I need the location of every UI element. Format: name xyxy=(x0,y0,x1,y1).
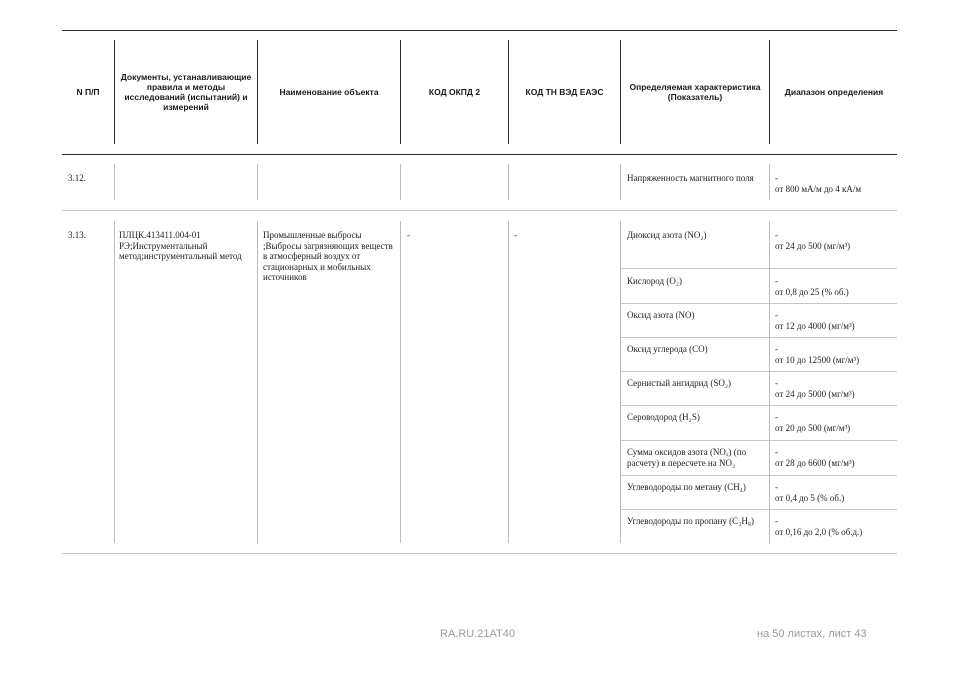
object-cell: Промышленные выбросы ;Выбросы загрязняющих веществ в атмосферный воздух от стационарных и мобильных источников xyxy=(263,230,393,282)
tnved-cell: - xyxy=(514,230,517,240)
range-value: от 28 до 6600 (мг/м³) xyxy=(775,457,855,468)
header-documents: Документы, устанавливающие правила и методы исследований (испытаний) и измерений xyxy=(120,72,252,112)
range-dash: - xyxy=(775,482,778,492)
range-dash: - xyxy=(775,230,778,240)
subrow-separator xyxy=(621,440,897,441)
row-divider xyxy=(620,164,621,200)
subrow-separator xyxy=(621,509,897,510)
range-cell xyxy=(775,230,895,251)
subrow-separator xyxy=(621,303,897,304)
row-divider xyxy=(114,221,115,543)
okpd-cell: - xyxy=(407,230,410,240)
subrow-separator xyxy=(621,371,897,372)
header-characteristic: Определяемая характеристика (Показатель) xyxy=(629,82,761,102)
characteristic-cell: Сероводород (H₂S) xyxy=(627,412,700,422)
row-number: 3.13. xyxy=(68,230,86,240)
row-divider xyxy=(400,221,401,543)
header-bottom-border xyxy=(62,154,897,155)
characteristic-cell: Углеводороды по метану (CH₄) xyxy=(627,482,746,492)
subrow-separator xyxy=(621,268,897,269)
header-divider xyxy=(257,40,258,144)
range-cell xyxy=(775,310,895,331)
range-value: от 20 до 500 (мг/м³) xyxy=(775,422,851,433)
row-divider xyxy=(620,221,621,543)
row-divider xyxy=(508,164,509,200)
characteristic-cell: Оксид углерода (CO) xyxy=(627,344,708,354)
row-divider xyxy=(114,164,115,200)
subrow-separator xyxy=(621,337,897,338)
subrow-separator xyxy=(621,475,897,476)
range-value: от 800 мА/м до 4 кА/м xyxy=(775,183,862,194)
range-value: от 10 до 12500 (мг/м³) xyxy=(775,354,860,365)
row-divider xyxy=(508,221,509,543)
header-divider xyxy=(114,40,115,144)
range-value: от 0,8 до 25 (% об.) xyxy=(775,286,849,297)
characteristic-cell: Напряженность магнитного поля xyxy=(627,173,754,183)
row-divider xyxy=(769,221,770,543)
range-cell xyxy=(775,516,895,537)
characteristic-cell: Диоксид азота (NO₂) xyxy=(627,230,707,240)
header-object: Наименование объекта xyxy=(279,87,379,97)
header-divider xyxy=(620,40,621,144)
range-dash: - xyxy=(775,344,778,354)
header-divider xyxy=(508,40,509,144)
range-cell xyxy=(775,447,895,468)
header-num: N П/П xyxy=(76,87,100,97)
footer-doc-code: RA.RU.21AT40 xyxy=(440,628,515,640)
range-dash: - xyxy=(775,276,778,286)
range-dash: - xyxy=(775,516,778,526)
range-dash: - xyxy=(775,447,778,457)
subrow-separator xyxy=(621,405,897,406)
range-value: от 12 до 4000 (мг/м³) xyxy=(775,320,855,331)
header-okpd: КОД ОКПД 2 xyxy=(428,87,481,97)
table-bottom-border xyxy=(62,553,897,554)
footer-sheet-info: на 50 листах, лист 43 xyxy=(757,628,867,640)
range-dash: - xyxy=(775,310,778,320)
row-divider xyxy=(257,221,258,543)
range-value: от 24 до 500 (мг/м³) xyxy=(775,240,851,251)
range-cell xyxy=(775,344,895,365)
range-cell xyxy=(775,276,895,297)
header-divider xyxy=(769,40,770,144)
range-value: от 24 до 5000 (мг/м³) xyxy=(775,388,855,399)
range-cell xyxy=(775,412,895,433)
range-value: от 0,4 до 5 (% об.) xyxy=(775,492,845,503)
range-cell xyxy=(775,378,895,399)
characteristic-cell: Сумма оксидов азота (NOₓ) (по расчету) в пересчете на NO₂ xyxy=(627,447,747,468)
row-number: 3.12. xyxy=(68,173,86,183)
characteristic-cell: Углеводороды по пропану (C₃H₈) xyxy=(627,516,754,526)
header-divider xyxy=(400,40,401,144)
range-cell xyxy=(775,482,895,503)
characteristic-cell: Кислород (O₂) xyxy=(627,276,683,286)
row-divider xyxy=(400,164,401,200)
range-dash: - xyxy=(775,173,778,183)
range-value: от 0,16 до 2,0 (% об.д.) xyxy=(775,526,863,537)
characteristic-cell: Оксид азота (NO) xyxy=(627,310,695,320)
table-top-border xyxy=(62,30,897,31)
characteristic-cell: Сернистый ангидрид (SO₂) xyxy=(627,378,731,388)
row-divider xyxy=(769,164,770,200)
row-separator xyxy=(62,210,897,211)
row-divider xyxy=(257,164,258,200)
range-dash: - xyxy=(775,412,778,422)
range-dash: - xyxy=(775,378,778,388)
header-range: Диапазон определения xyxy=(784,87,884,97)
header-tnved: КОД ТН ВЭД ЕАЭС xyxy=(525,87,604,97)
range-cell xyxy=(775,173,895,194)
document-cell: ПЛЦК.413411.004-01 РЭ;Инструментальный метод;инструментальный метод xyxy=(119,230,242,261)
